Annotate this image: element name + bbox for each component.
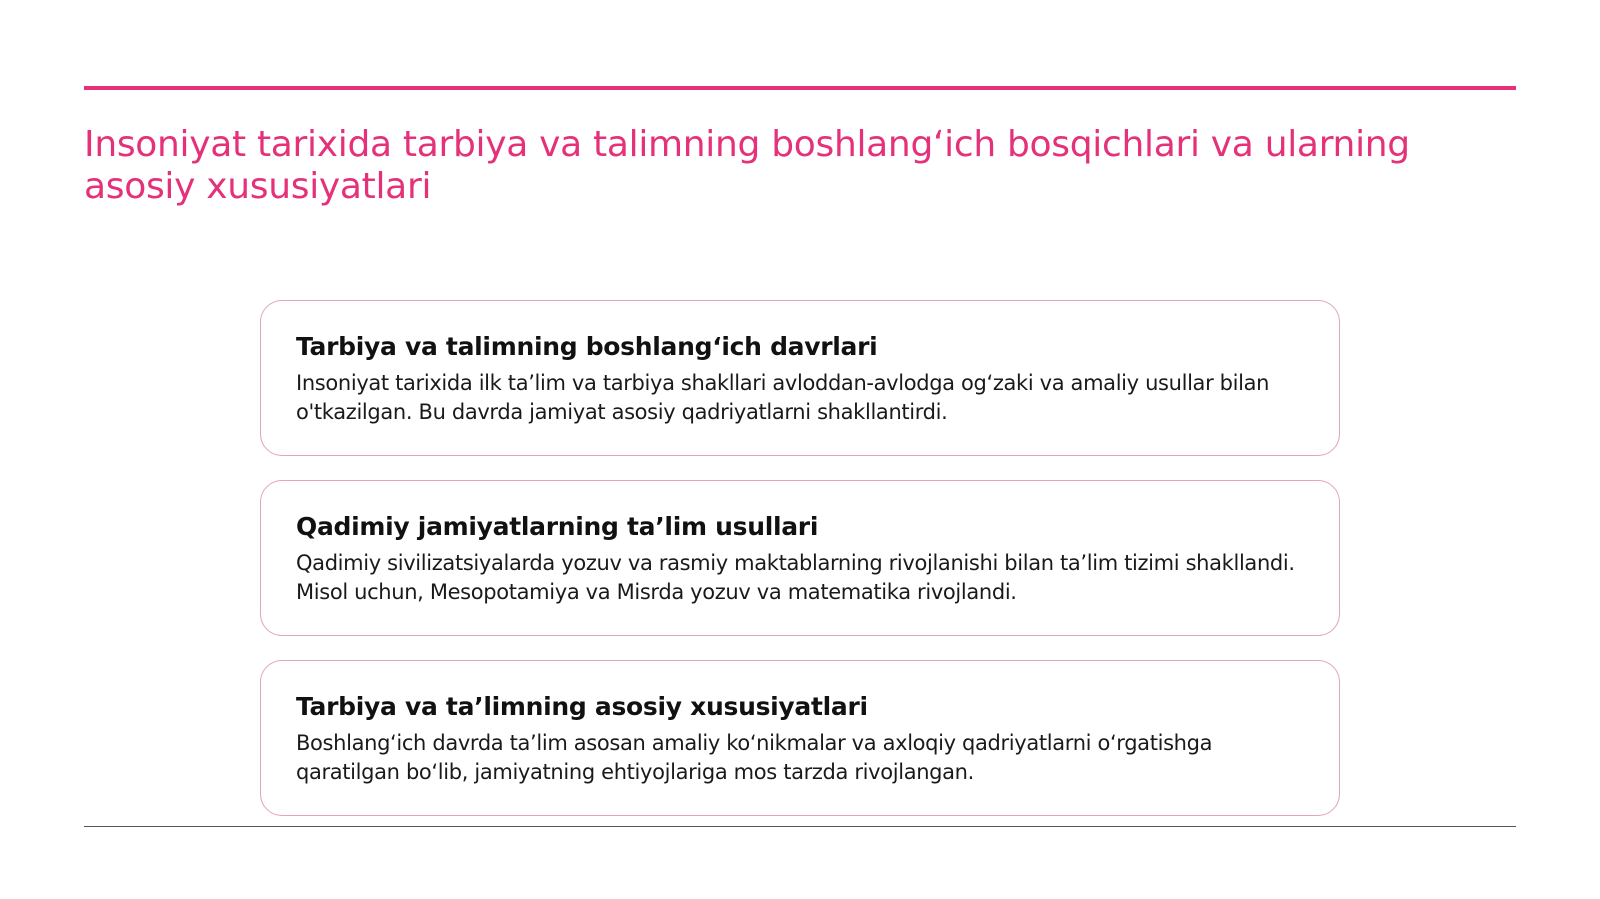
info-card <box>260 480 1340 636</box>
top-accent-rule <box>84 86 1516 90</box>
info-card <box>260 300 1340 456</box>
card-list <box>260 300 1340 840</box>
info-card <box>260 660 1340 816</box>
card-body: Boshlang‘ich davrda ta’lim asosan amaliy ko‘nikmalar va axloqiy qadriyatlarni o‘rgatishga qaratilgan bo‘lib, jamiyatning ehtiyojlariga mos tarzda rivojlangan. <box>296 731 1213 784</box>
card-title: Tarbiya va ta’limning asosiy xususiyatlari <box>296 692 868 721</box>
card-title: Qadimiy jamiyatlarning ta’lim usullari <box>296 512 819 541</box>
card-body: Qadimiy sivilizatsiyalarda yozuv va rasmiy maktablarning rivojlanishi bilan ta’lim tizimi shakllandi. Misol uchun, Mesopotamiya va Misrda yozuv va matematika rivojlandi. <box>296 551 1295 604</box>
card-title: Tarbiya va talimning boshlang‘ich davrlari <box>296 332 878 361</box>
card-body: Insoniyat tarixida ilk ta’lim va tarbiya shakllari avloddan-avlodga og‘zaki va amaliy usullar bilan o'tkazilgan. Bu davrda jamiyat asosiy qadriyatlarni shakllantirdi. <box>296 371 1270 424</box>
bottom-divider <box>84 826 1516 827</box>
slide-title: Insoniyat tarixida tarbiya va talimning boshlang‘ich bosqichlari va ularning asosiy xususiyatlari <box>84 124 1410 207</box>
